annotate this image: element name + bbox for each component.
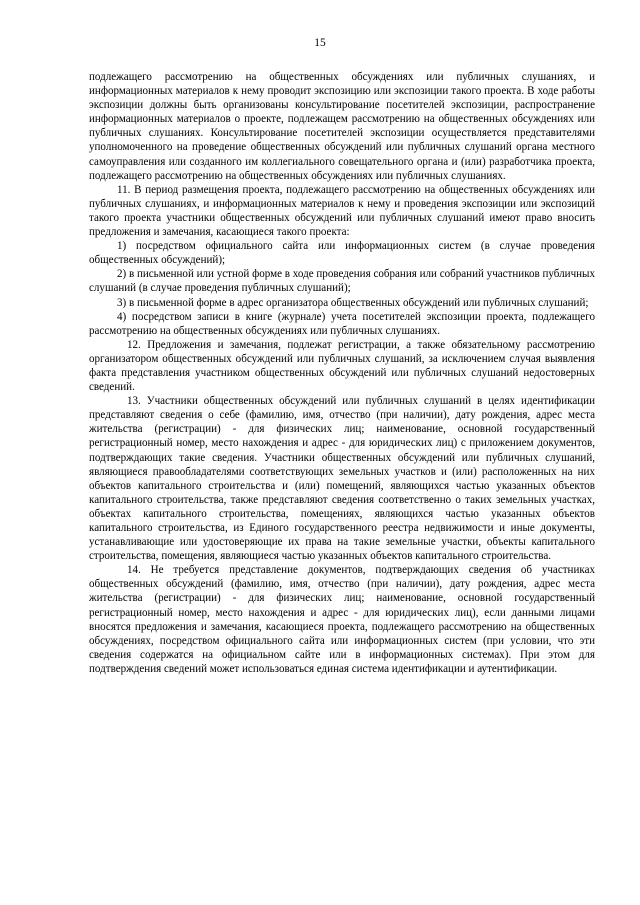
paragraph-exposition-continuation: подлежащего рассмотрению на общественных обсуждениях или публичных слушаниях, и информационных материалов к нему проводит экспозицию или экспозиции такого проекта. В ходе работы экспозиции должны быть организованы консультирование посетителей экспозиции, распространение информационных материалов о проекте, подлежащем рассмотрению на общественных обсуждениях или публичных слушаниях. Консультирование посетителей экспозиции осуществляется представителями уполномоченного на проведение общественных обсуждений или публичных слушаний органа местного самоуправления или созданного им коллегиального совещательного органа и (или) разработчика проекта, подлежащего рассмотрению на общественных обсуждениях или публичных слушаниях. — [89, 71, 595, 182]
document-body — [89, 70, 595, 676]
list-item-1: 1) посредством официального сайта или информационных систем (в случае проведения общественных обсуждений); — [89, 240, 595, 267]
list-item-4: 4) посредством записи в книге (журнале) учета посетителей экспозиции проекта, подлежащего рассмотрению на общественных обсуждениях или публичных слушаниях. — [89, 310, 595, 337]
page-number: 15 — [314, 37, 326, 49]
paragraph-11: 11. В период размещения проекта, подлежащего рассмотрению на общественных обсуждениях или публичных слушаниях, и информационных материалов к нему и проведения экспозиции или экспозиций такого проекта участники общественных обсуждений или публичных слушаний имеют право вносить предложения и замечания, касающиеся такого проекта: — [89, 183, 595, 239]
paragraph-12: 12. Предложения и замечания, подлежат регистрации, а также обязательному рассмотрению организатором общественных обсуждений или публичных слушаний, за исключением случая выявления факта представления участником общественных обсуждений или публичных слушаний недостоверных сведений. — [89, 338, 595, 394]
list-item-2: 2) в письменной или устной форме в ходе проведения собрания или собраний участников публичных слушаний (в случае проведения публичных слушаний); — [89, 268, 595, 295]
paragraph-14: 14. Не требуется представление документов, подтверждающих сведения об участниках общественных обсуждений (фамилию, имя, отчество (при наличии), дату рождения, адрес места жительства (регистрации) - для физических лиц; наименование, основной государственный регистрационный номер, место нахождения и адрес - для юридических лиц), если данными лицами вносятся предложения и замечания, касающиеся проекта, подлежащего рассмотрению на общественных обсуждениях, посредством официального сайта или информационных систем (при условии, что эти сведения содержатся на официальном сайте или в информационных системах). При этом для подтверждения сведений может использоваться единая система идентификации и аутентификации. — [89, 564, 595, 675]
paragraph-13: 13. Участники общественных обсуждений или публичных слушаний в целях идентификации представляют сведения о себе (фамилию, имя, отчество (при наличии), дату рождения, адрес места жительства (регистрации) - для физических лиц; наименование, основной государственный регистрационный номер, место нахождения и адрес - для юридических лиц) с приложением документов, подтверждающих такие сведения. Участники общественных обсуждений или публичных слушаний, являющиеся правообладателями соответствующих земельных участков и (или) расположенных на них объектов капитального строительства и (или) помещений, являющихся частью указанных объектов капитального строительства, также представляют сведения соответственно о таких земельных участках, объектах капитального строительства, помещениях, являющихся частью указанных объектов капитального строительства, из Единого государственного реестра недвижимости и иные документы, устанавливающие или удостоверяющие их права на такие земельные участки, объекты капитального строительства, помещения, являющиеся частью указанных объектов капитального строительства. — [89, 395, 595, 563]
list-item-3: 3) в письменной форме в адрес организатора общественных обсуждений или публичных слушаний; — [117, 296, 589, 309]
